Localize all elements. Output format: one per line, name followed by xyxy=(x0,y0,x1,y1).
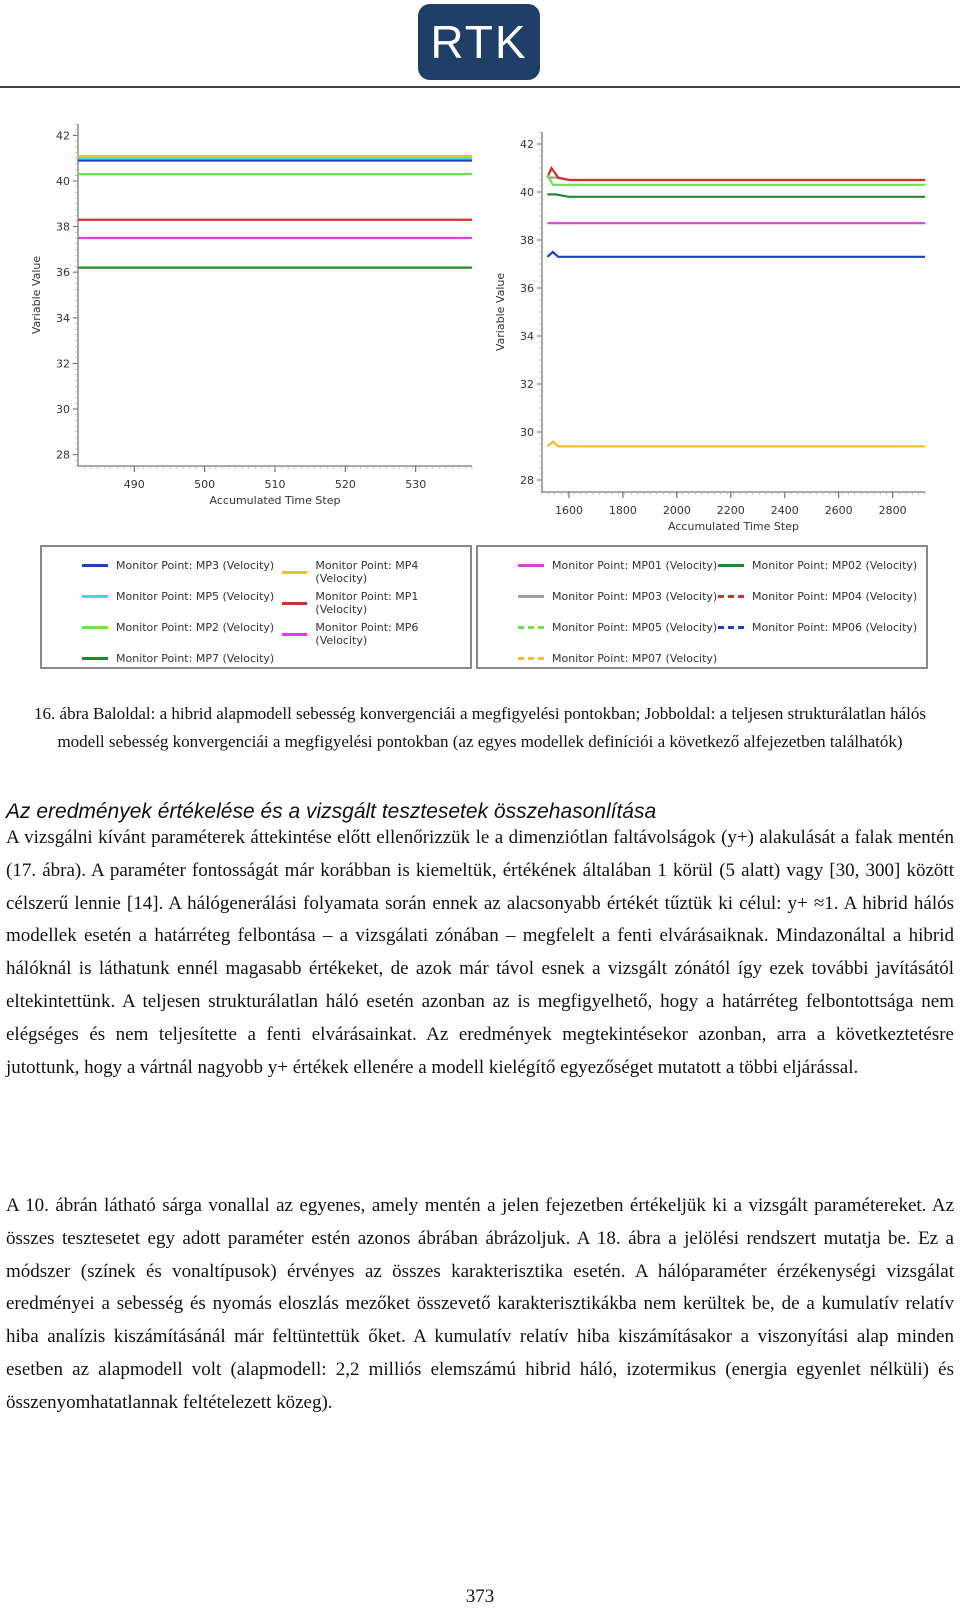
right-x-tick-label: 2200 xyxy=(716,504,745,517)
rtk-logo xyxy=(418,4,540,80)
right-y-tick-label: 38 xyxy=(520,234,534,247)
right-x-axis-label: Accumulated Time Step xyxy=(668,520,799,533)
legend-item xyxy=(82,621,274,634)
legend-swatch xyxy=(82,626,108,629)
left-y-tick-label: 30 xyxy=(56,403,70,416)
right-convergence-chart xyxy=(480,110,930,550)
legend-label: Monitor Point: MP6 (Velocity) xyxy=(315,621,419,647)
left-y-tick-label: 42 xyxy=(56,129,70,143)
legend-swatch xyxy=(282,602,307,605)
left-y-tick-label: 40 xyxy=(56,175,70,188)
legend-label: Monitor Point: MP02 (Velocity) xyxy=(752,559,918,572)
right-x-tick-label: 1800 xyxy=(608,504,637,517)
left-x-tick-label: 490 xyxy=(123,478,145,491)
legend-swatch xyxy=(82,564,108,567)
left-y-tick-label: 36 xyxy=(56,266,70,280)
left-x-tick-label: 530 xyxy=(405,478,427,491)
right-x-tick-label: 1600 xyxy=(554,504,583,517)
legend-swatch xyxy=(518,595,544,598)
legend-swatch xyxy=(718,626,744,629)
legend-item xyxy=(718,590,917,603)
right-y-tick-label: 30 xyxy=(520,426,534,439)
figure-caption: 16. ábra Baloldal: a hibrid alapmodell sebesség konvergenciái a megfigyelési pontokban; Jobboldal: a teljesen strukturálatlan hálós modell sebesség konvergenciái a megfigyelési pontokban (az egyes modellek definíciói a következő alfejezetben találhatók) xyxy=(34,704,926,751)
left-y-tick-label: 32 xyxy=(56,357,70,371)
legend-swatch xyxy=(518,657,544,660)
legend-item xyxy=(282,621,470,647)
legend-label: Monitor Point: MP4 (Velocity) xyxy=(315,559,419,585)
legend-swatch xyxy=(518,564,544,567)
right-y-tick-label: 36 xyxy=(520,282,534,295)
left-legend xyxy=(40,545,472,669)
left-x-tick-label: 510 xyxy=(264,478,286,491)
legend-swatch xyxy=(282,633,307,636)
figure-16 xyxy=(0,110,960,690)
left-y-tick-label: 38 xyxy=(56,220,70,234)
right-series-line xyxy=(547,252,925,257)
left-x-tick-label: 520 xyxy=(334,478,356,491)
left-x-axis-label: Accumulated Time Step xyxy=(209,494,341,507)
legend-item xyxy=(518,590,717,603)
legend-item xyxy=(718,621,917,634)
legend-item xyxy=(82,559,274,572)
logo-text: RTK xyxy=(430,16,528,68)
right-x-tick-label: 2600 xyxy=(824,504,853,517)
legend-item xyxy=(718,559,917,572)
left-y-tick-label: 28 xyxy=(56,448,70,462)
left-convergence-chart xyxy=(30,110,480,530)
legend-swatch xyxy=(282,571,307,574)
page-header xyxy=(0,0,960,90)
legend-swatch xyxy=(82,595,108,598)
left-y-tick-label: 34 xyxy=(56,311,70,325)
legend-swatch xyxy=(718,564,744,567)
legend-swatch xyxy=(518,626,544,629)
right-series-line xyxy=(547,442,925,447)
right-y-axis-label: Variable Value xyxy=(494,272,507,352)
legend-label: Monitor Point: MP5 (Velocity) xyxy=(116,590,275,603)
legend-label: Monitor Point: MP06 (Velocity) xyxy=(752,621,918,634)
page-number: 373 xyxy=(465,1586,495,1607)
right-legend xyxy=(476,545,928,669)
right-y-tick-label: 32 xyxy=(520,378,534,391)
paragraph-1: A vizsgálni kívánt paraméterek áttekintése előtt ellenőrizzük le a dimenziótlan faltávolságok (y+) alakulását a falak mentén (17. ábra). A paraméter fontosságát már korábban is kiemeltük, értékének általában 1 körül (5 alatt) vagy [30, 300] között célszerű lennie [14]. A hálógenerálási folyamata során ennek az alacsonyabb értékét tűztük ki célul: y+ ≈1. A hibrid hálós modellek esetén a határréteg felbontása – a vizsgálati zónában – megfelelt a fenti elvárásaiknak. Mindazonáltal a hibrid hálóknál is láthatunk ennél magasabb értékeket, de azok már távol esnek a vizsgált zónától így ezek további javításától eltekintettünk. A teljesen strukturálatlan háló esetén azonban az is megfigyelhető, hogy a határréteg felbontottsága nem elégséges és nem teljesítette a fenti elvárásainkat. Az eredmények megtekintésekor azonban, arra a következtetésre jutottunk, hogy a vártnál nagyobb y+ értékek ellenére a modell kielégítő egyezőséget mutatott a többi eljárással. xyxy=(6,827,954,1078)
right-x-tick-label: 2800 xyxy=(878,504,907,517)
legend-label: Monitor Point: MP2 (Velocity) xyxy=(116,621,275,634)
legend-label: Monitor Point: MP3 (Velocity) xyxy=(116,559,275,572)
legend-label: Monitor Point: MP07 (Velocity) xyxy=(552,652,718,665)
legend-label: Monitor Point: MP01 (Velocity) xyxy=(552,559,718,572)
right-series-line xyxy=(547,194,925,196)
paragraph-2: A 10. ábrán látható sárga vonallal az egyenes, amely mentén a jelen fejezetben értékeljük ki a vizsgált paramétereket. Az összes tesztesetet egy adott paraméter estén azonos ábrában ábrázoljuk. A 18. ábra a jelölési rendszert mutatja be. Ez a módszer (színek és vonaltípusok) érvényes az összes karakterisztika esetén. A hálóparaméter érzékenységi vizsgálat eredményei a sebesség és nyomás eloszlás mezőket összevető karakterisztikákba nem kerültek be, de a kumulatív relatív hiba analízis kiszámításánál már feltüntettük őket. A kumulatív relatív hiba kiszámításakor a viszonyítási alap minden esetben az alapmodell volt (alapmodell: 2,2 milliós elemszámú hibrid háló, izotermikus (energia egyenlet nélküli) és összenyomhatatlannak feltételezett közeg). xyxy=(6,1195,954,1413)
right-x-tick-label: 2400 xyxy=(770,504,799,517)
left-y-axis-label: Variable Value xyxy=(30,255,43,335)
right-y-tick-label: 28 xyxy=(520,474,534,487)
legend-item xyxy=(82,590,274,603)
right-y-tick-label: 40 xyxy=(520,186,534,199)
right-x-tick-label: 2000 xyxy=(662,504,691,517)
section-title: Az eredmények értékelése és a vizsgált tesztesetek összehasonlítása xyxy=(6,800,657,823)
legend-swatch xyxy=(718,595,744,598)
right-y-tick-label: 42 xyxy=(520,138,534,151)
legend-item xyxy=(518,621,717,634)
legend-swatch xyxy=(82,657,108,660)
legend-item xyxy=(518,652,717,665)
legend-item xyxy=(518,559,717,572)
legend-item xyxy=(282,590,470,616)
legend-label: Monitor Point: MP04 (Velocity) xyxy=(752,590,918,603)
legend-item xyxy=(82,652,274,665)
legend-label: Monitor Point: MP05 (Velocity) xyxy=(552,621,718,634)
legend-label: Monitor Point: MP03 (Velocity) xyxy=(552,590,718,603)
right-y-tick-label: 34 xyxy=(520,330,534,343)
header-rule xyxy=(0,86,960,88)
right-series-line xyxy=(547,168,925,180)
legend-label: Monitor Point: MP7 (Velocity) xyxy=(116,652,275,665)
legend-item xyxy=(282,559,470,585)
legend-label: Monitor Point: MP1 (Velocity) xyxy=(315,590,419,616)
left-x-tick-label: 500 xyxy=(194,478,216,491)
